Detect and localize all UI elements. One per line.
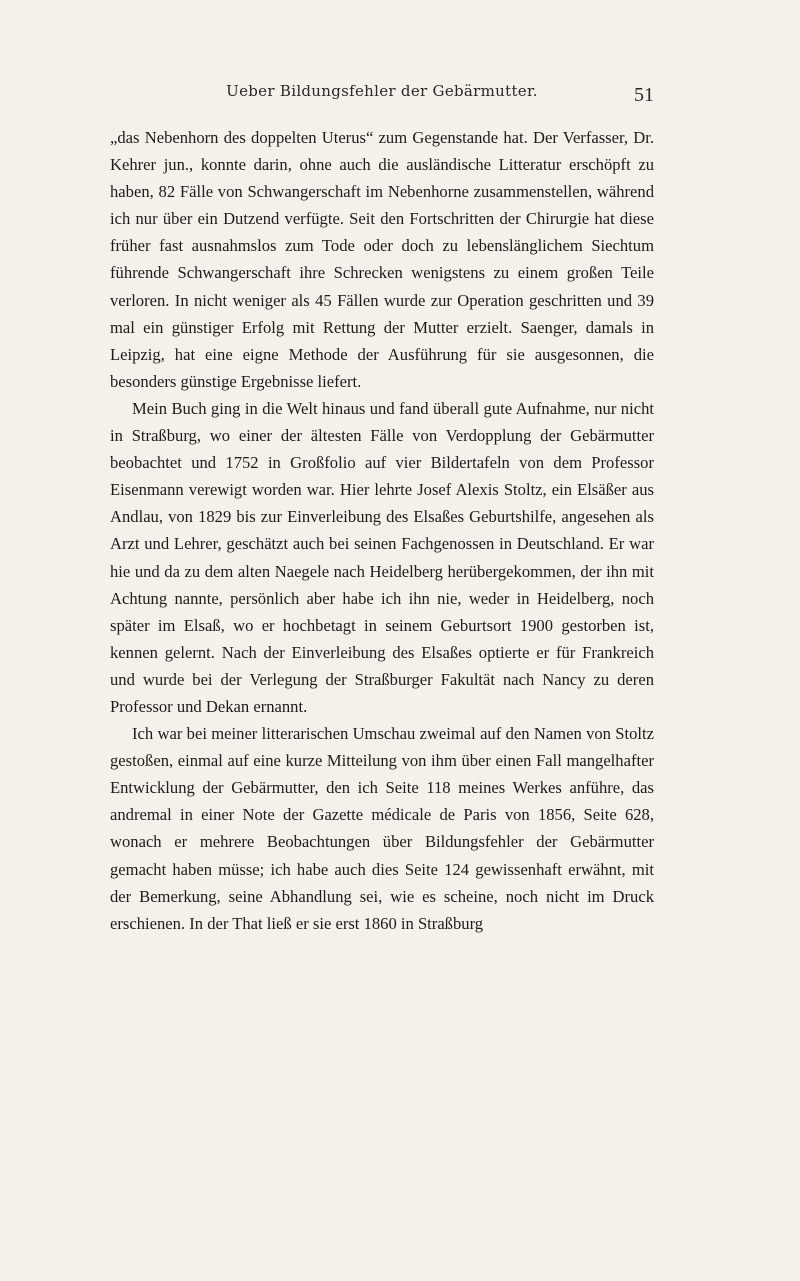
paragraph-2: Mein Buch ging in die Welt hinaus und fand überall gute Aufnahme, nur nicht in Straßburg, wo einer der ältesten Fälle von Verdopplung der Gebärmutter beobachtet und 1752 in Großfolio auf vier Bildertafeln von dem Professor Eisenmann verewigt worden war. Hier lehrte Josef Alexis Stoltz, ein Elsäßer aus Andlau, von 1829 bis zur Einverleibung des Elsaßes Geburtshilfe, angesehen als Arzt und Lehrer, geschätzt auch bei seinen Fachgenossen in Deutschland. Er war hie und da zu dem alten Naegele nach Heidelberg herübergekommen, der ihn mit Achtung nannte, persönlich aber habe ich ihn nie, weder in Heidelberg, noch später im Elsaß, wo er hochbetagt in seinem Geburtsort 1900 gestorben ist, kennen gelernt. Nach der Einverleibung des Elsaßes optierte er für Frankreich und wurde bei der Verlegung der Straßburger Fakultät nach Nancy zu deren Professor und Dekan ernannt. (110, 398, 654, 716)
body-text (110, 124, 654, 937)
paragraph-1: „das Nebenhorn des doppelten Uterus“ zum Gegenstande hat. Der Verfasser, Dr. Kehrer jun., konnte darin, ohne auch die ausländische Litteratur erschöpft zu haben, 82 Fälle von Schwangerschaft im Nebenhorne zusammenstellen, während ich nur über ein Dutzend verfügte. Seit den Fortschritten der Chirurgie hat diese früher fast ausnahmslos zum Tode oder doch zu lebenslänglichem Siechtum führende Schwangerschaft ihre Schrecken wenigstens zu einem großen Teile verloren. In nicht weniger als 45 Fällen wurde zur Operation geschritten und 39 mal ein günstiger Erfolg mit Rettung der Mutter erzielt. Saenger, damals in Leipzig, hat eine eigne Methode der Ausführung für sie ausgesonnen, die besonders günstige Ergebnisse liefert. (110, 128, 654, 391)
paragraph-3: Ich war bei meiner litterarischen Umschau zweimal auf den Namen von Stoltz gestoßen, einmal auf eine kurze Mitteilung von ihm über einen Fall mangelhafter Entwicklung der Gebärmutter, den ich Seite 118 meines Werkes anführe, das andremal in einer Note der Gazette médicale de Paris von 1856, Seite 628, wonach er mehrere Beobachtungen über Bildungsfehler der Gebärmutter gemacht haben müsse; ich habe auch dies Seite 124 gewissenhaft erwähnt, mit der Bemerkung, seine Abhandlung sei, wie es scheine, noch nicht im Druck erschienen. In der That ließ er sie erst 1860 in Straßburg (110, 724, 654, 933)
running-title: Ueber Bildungsfehler der Gebärmutter. (226, 82, 538, 100)
running-head (110, 82, 654, 108)
page-number: 51 (634, 84, 654, 106)
